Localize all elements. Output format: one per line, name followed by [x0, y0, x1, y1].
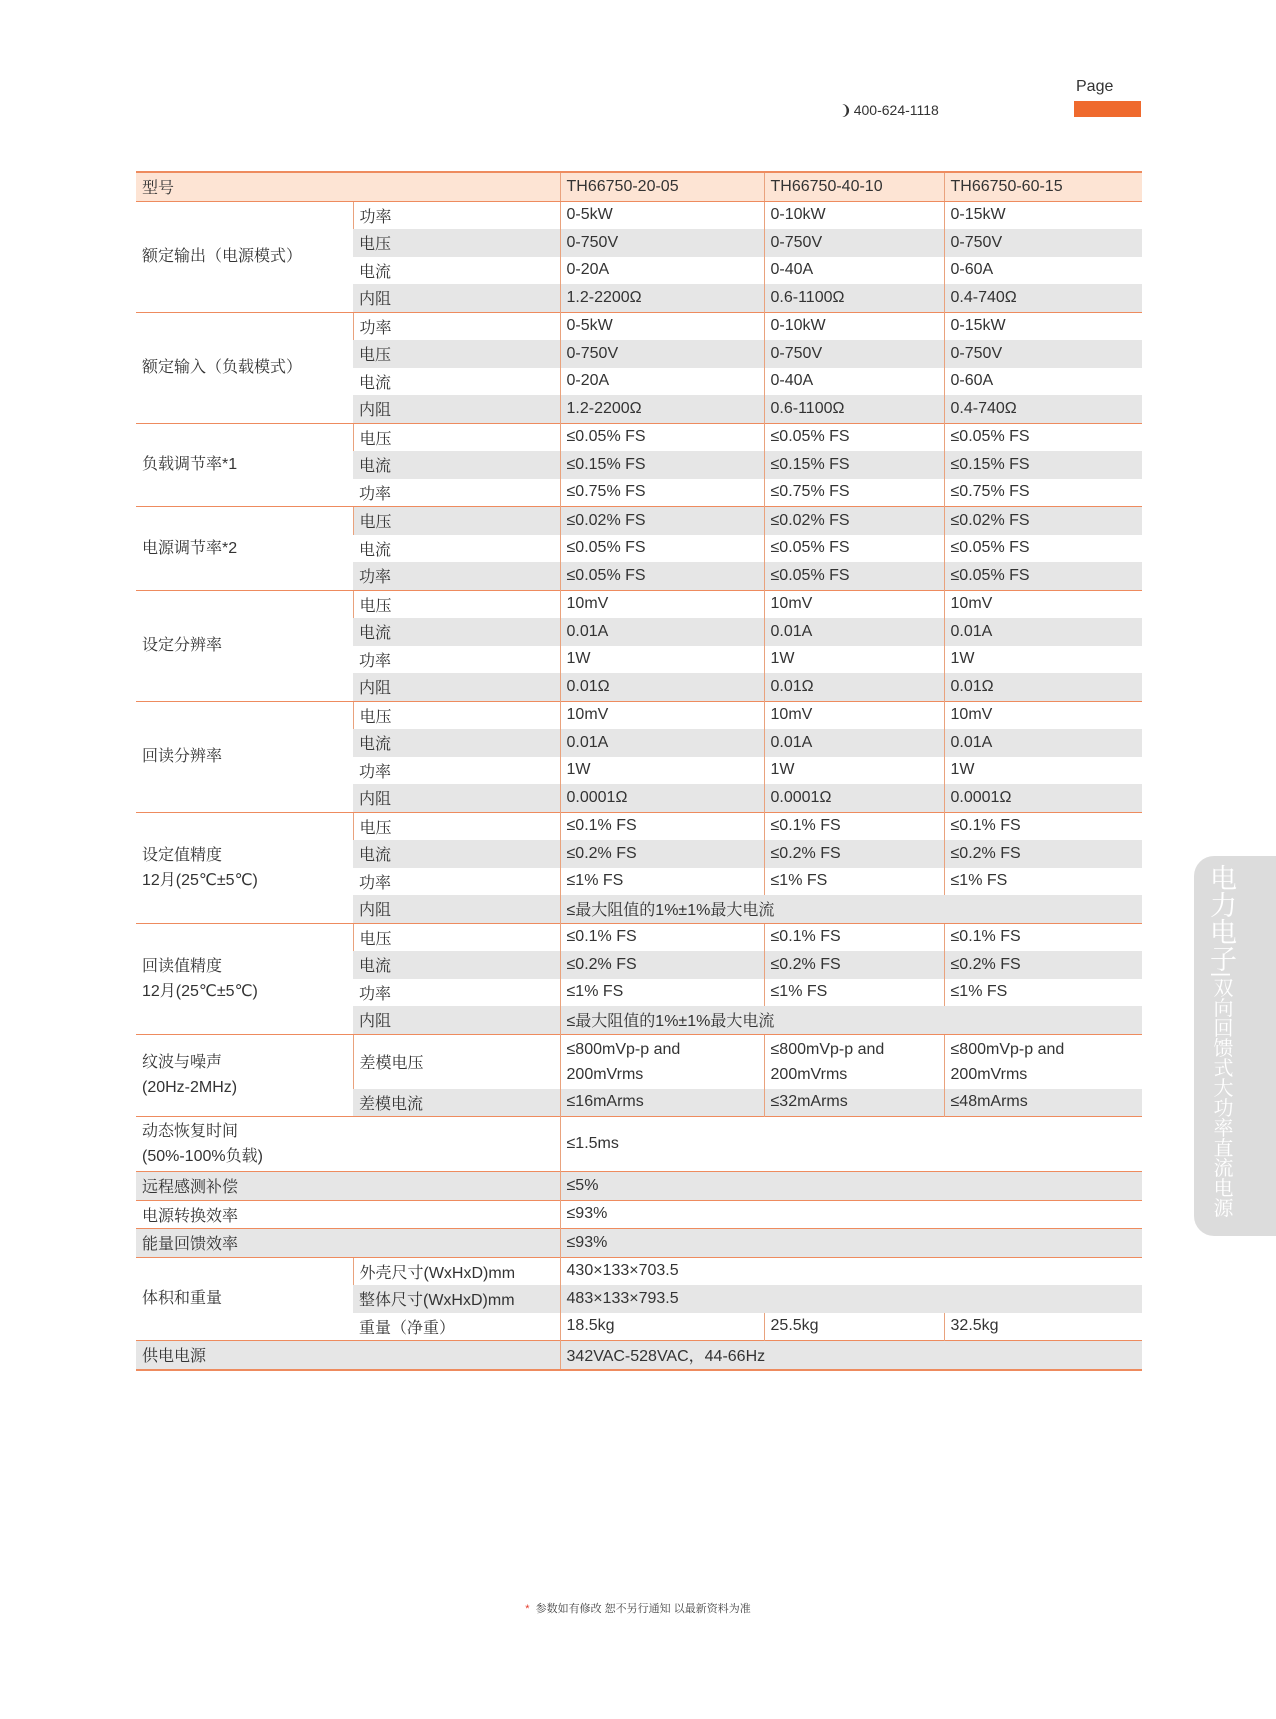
param-label: 外壳尺寸(WxHxD)mm	[353, 1257, 560, 1285]
group-subname: 12月(25℃±5℃)	[142, 871, 258, 889]
value-cell: 10mV	[944, 590, 1142, 618]
value-cell: 0-750V	[560, 340, 764, 368]
param-label: 内阻	[353, 284, 560, 312]
value-cell: 18.5kg	[560, 1313, 764, 1341]
item-label	[136, 1117, 560, 1172]
value-span: ≤93%	[560, 1200, 1142, 1229]
phone-text: 400-624-1118	[853, 102, 939, 118]
item-name: 能量回馈效率	[142, 1236, 239, 1254]
value-cell: ≤1% FS	[560, 868, 764, 896]
page-accent-bar	[1074, 101, 1141, 117]
table-row	[136, 201, 1142, 229]
value-cell: 0.6-1100Ω	[764, 284, 944, 312]
model-col-3: TH66750-60-15	[944, 172, 1142, 201]
item-label	[136, 1172, 560, 1201]
value-cell: 0-60A	[944, 257, 1142, 285]
value-span: ≤1.5ms	[560, 1117, 1142, 1172]
param-label: 电流	[353, 840, 560, 868]
param-label: 差模电流	[353, 1089, 560, 1117]
value-cell: 0-20A	[560, 257, 764, 285]
value-cell: 0-40A	[764, 257, 944, 285]
item-name: 远程感测补偿	[142, 1179, 239, 1197]
group-label	[136, 923, 353, 1034]
value-cell: 1.2-2200Ω	[560, 395, 764, 423]
table-row	[136, 812, 1142, 840]
value-cell: ≤0.75% FS	[764, 479, 944, 507]
value-cell: ≤1% FS	[560, 979, 764, 1007]
param-label: 功率	[359, 763, 392, 781]
value-cell	[944, 1034, 1142, 1089]
group-subname: 12月(25℃±5℃)	[142, 982, 258, 1000]
model-label: 型号	[136, 172, 560, 201]
value-cell: 25.5kg	[764, 1313, 944, 1341]
group-label	[136, 701, 353, 812]
group-label	[136, 1257, 353, 1341]
value-cell: 0.01Ω	[944, 673, 1142, 701]
value-cell: ≤1% FS	[944, 979, 1142, 1007]
value-cell: ≤0.1% FS	[560, 923, 764, 951]
param-label: 电压	[353, 701, 560, 729]
table-row	[136, 590, 1142, 618]
table-row	[136, 1117, 1142, 1172]
group-label	[136, 201, 353, 312]
value-cell: ≤0.1% FS	[764, 812, 944, 840]
value-cell: ≤0.1% FS	[560, 812, 764, 840]
value-cell: 0-750V	[944, 340, 1142, 368]
group-name: 纹波与噪声	[142, 1054, 223, 1072]
value-cell	[764, 1034, 944, 1089]
table-row	[136, 1172, 1142, 1201]
value-cell: 0.4-740Ω	[944, 284, 1142, 312]
value-cell: ≤0.15% FS	[944, 451, 1142, 479]
value-cell: 0-60A	[944, 368, 1142, 396]
item-label: 供电电源	[136, 1341, 560, 1370]
group-label	[136, 312, 353, 423]
group-label	[136, 1034, 353, 1117]
table-row	[136, 1229, 1142, 1258]
group-name: 体积和重量	[142, 1290, 223, 1308]
group-name: 设定分辨率	[142, 637, 223, 654]
param-label: 电压	[353, 340, 560, 368]
param-label: 内阻	[353, 784, 560, 812]
model-col-1: TH66750-20-05	[560, 172, 764, 201]
param-label: 功率	[359, 485, 392, 503]
value-span: ≤93%	[560, 1229, 1142, 1258]
param-label: 电压	[353, 923, 560, 951]
value-line-2: 200mVrms	[566, 1065, 644, 1083]
param-label: 电流	[353, 618, 560, 646]
phone-number	[840, 102, 939, 119]
header-row	[136, 172, 1142, 201]
value-cell: 0.01A	[560, 618, 764, 646]
value-line-1: ≤800mVp-p and	[950, 1040, 1065, 1058]
value-cell: ≤1% FS	[944, 868, 1142, 896]
param-label: 差模电压	[353, 1034, 560, 1089]
value-cell: 10mV	[560, 701, 764, 729]
param-label: 电流	[353, 451, 560, 479]
value-cell: 0.4-740Ω	[944, 395, 1142, 423]
footnote-text: 参数如有修改 恕不另行通知 以最新资料为准	[535, 1603, 751, 1615]
side-tab-sub: 双向回馈式大功率直流电源	[1210, 977, 1232, 1218]
group-name: 电源调节率*2	[142, 539, 238, 557]
param-label: 功率	[359, 874, 392, 892]
value-cell: ≤0.2% FS	[944, 840, 1142, 868]
value-cell: 1W	[944, 757, 1142, 785]
table-row	[136, 423, 1142, 451]
param-label: 电流	[359, 263, 392, 281]
group-name: 额定输入（负载模式）	[142, 359, 303, 376]
value-cell: 0-10kW	[764, 201, 944, 229]
group-label	[136, 812, 353, 923]
value-cell: 32.5kg	[944, 1313, 1142, 1341]
value-cell: 0.0001Ω	[560, 784, 764, 812]
table-row	[136, 312, 1142, 340]
value-cell: ≤0.15% FS	[560, 451, 764, 479]
value-line-2: 200mVrms	[770, 1065, 848, 1083]
value-cell: ≤0.05% FS	[764, 423, 944, 451]
param-label: 电流	[359, 374, 392, 392]
table-row	[136, 507, 1142, 535]
value-cell: 0.01Ω	[560, 673, 764, 701]
value-line-1: ≤800mVp-p and	[770, 1040, 885, 1058]
value-cell: 0-15kW	[944, 201, 1142, 229]
value-cell: 0-15kW	[944, 312, 1142, 340]
side-tab-sep: |	[1210, 972, 1232, 978]
asterisk-icon: *	[525, 1603, 530, 1615]
value-cell: 0.01A	[944, 618, 1142, 646]
value-cell: ≤32mArms	[764, 1089, 944, 1117]
value-cell: 0-20A	[560, 368, 764, 396]
value-cell: ≤0.15% FS	[764, 451, 944, 479]
value-cell: ≤0.2% FS	[764, 951, 944, 979]
param-label: 功率	[359, 652, 392, 670]
value-cell: 0.01A	[560, 729, 764, 757]
value-cell: ≤0.05% FS	[944, 562, 1142, 590]
value-span: ≤最大阻值的1%±1%最大电流	[560, 1006, 1142, 1034]
param-label: 内阻	[353, 395, 560, 423]
param-label: 功率	[353, 201, 560, 229]
item-name: 电源转换效率	[142, 1207, 239, 1225]
value-span: 430×133×703.5	[560, 1257, 1142, 1285]
group-name: 负载调节率*1	[142, 456, 238, 474]
table-row	[136, 1257, 1142, 1285]
value-cell: ≤0.05% FS	[560, 423, 764, 451]
side-tab-text	[1204, 864, 1238, 1217]
footnote	[0, 1600, 1276, 1616]
value-cell: 0.0001Ω	[944, 784, 1142, 812]
spec-table	[136, 171, 1142, 1371]
value-cell: 0-750V	[944, 229, 1142, 257]
table-row	[136, 701, 1142, 729]
value-span: ≤5%	[560, 1172, 1142, 1201]
value-cell: ≤16mArms	[560, 1089, 764, 1117]
value-cell: 0-40A	[764, 368, 944, 396]
value-cell: ≤0.2% FS	[560, 840, 764, 868]
value-cell: 0-750V	[560, 229, 764, 257]
value-cell: ≤1% FS	[764, 979, 944, 1007]
value-cell: 1W	[560, 757, 764, 785]
table-row	[136, 923, 1142, 951]
param-label: 电压	[353, 812, 560, 840]
param-label: 电流	[359, 541, 392, 559]
param-label: 内阻	[353, 895, 560, 923]
param-label: 内阻	[353, 673, 560, 701]
value-span: 342VAC-528VAC，44-66Hz	[560, 1341, 1142, 1370]
item-label	[136, 1200, 560, 1229]
group-name: 回读值精度	[142, 957, 223, 975]
value-line-2: 200mVrms	[950, 1065, 1028, 1083]
value-cell: ≤0.75% FS	[944, 479, 1142, 507]
group-label	[136, 590, 353, 701]
value-cell: 10mV	[560, 590, 764, 618]
model-col-2: TH66750-40-10	[764, 172, 944, 201]
value-cell: ≤0.2% FS	[560, 951, 764, 979]
value-cell: 1W	[764, 646, 944, 674]
value-cell: 10mV	[764, 590, 944, 618]
value-cell: ≤0.1% FS	[944, 923, 1142, 951]
param-label: 电压	[353, 423, 560, 451]
value-cell: ≤48mArms	[944, 1089, 1142, 1117]
value-cell	[560, 1034, 764, 1089]
param-label: 电流	[353, 729, 560, 757]
value-cell: 0-750V	[764, 340, 944, 368]
value-cell: 1W	[764, 757, 944, 785]
value-cell: ≤0.05% FS	[764, 562, 944, 590]
param-label: 重量（净重）	[359, 1319, 456, 1337]
item-label	[136, 1229, 560, 1258]
value-cell: 0.01A	[764, 729, 944, 757]
group-subname: (20Hz-2MHz)	[142, 1079, 238, 1097]
param-label: 功率	[353, 312, 560, 340]
group-name: 额定输出（电源模式）	[142, 248, 303, 265]
page-label: Page	[1076, 78, 1114, 95]
value-cell: ≤0.05% FS	[764, 535, 944, 563]
value-cell: ≤0.05% FS	[560, 562, 764, 590]
value-cell: ≤0.05% FS	[560, 535, 764, 563]
param-label: 电压	[353, 590, 560, 618]
param-label: 功率	[353, 562, 560, 590]
value-cell: 0-5kW	[560, 312, 764, 340]
group-name: 设定值精度	[142, 846, 223, 864]
value-cell: 1.2-2200Ω	[560, 284, 764, 312]
value-span: 483×133×793.5	[560, 1285, 1142, 1313]
group-label	[136, 507, 353, 591]
item-subname: (50%-100%负载)	[142, 1148, 263, 1165]
value-cell: ≤0.05% FS	[944, 535, 1142, 563]
value-cell: 0.01A	[944, 729, 1142, 757]
value-cell: ≤1% FS	[764, 868, 944, 896]
param-label: 电流	[353, 951, 560, 979]
param-label: 电压	[353, 507, 560, 535]
value-cell: ≤0.05% FS	[944, 423, 1142, 451]
value-cell: ≤0.1% FS	[764, 923, 944, 951]
table-row	[136, 1034, 1142, 1089]
table-row	[136, 1341, 1142, 1370]
table-row	[136, 1200, 1142, 1229]
param-label: 电压	[353, 229, 560, 257]
value-cell: 1W	[944, 646, 1142, 674]
group-name: 回读分辨率	[142, 748, 223, 765]
value-cell: 0.01A	[764, 618, 944, 646]
value-cell: 0.6-1100Ω	[764, 395, 944, 423]
value-cell: 0.0001Ω	[764, 784, 944, 812]
phone-icon: ❩	[840, 102, 852, 118]
param-label: 整体尺寸(WxHxD)mm	[353, 1285, 560, 1313]
value-cell: ≤0.1% FS	[944, 812, 1142, 840]
value-cell: ≤0.02% FS	[560, 507, 764, 535]
value-line-1: ≤800mVp-p and	[566, 1040, 681, 1058]
group-label	[136, 423, 353, 507]
param-label: 功率	[359, 985, 392, 1003]
side-tab-main: 电力电子	[1206, 864, 1236, 972]
value-cell: 10mV	[764, 701, 944, 729]
value-cell: 1W	[560, 646, 764, 674]
value-span: ≤最大阻值的1%±1%最大电流	[560, 895, 1142, 923]
value-cell: 10mV	[944, 701, 1142, 729]
value-cell: 0-5kW	[560, 201, 764, 229]
value-cell: 0-10kW	[764, 312, 944, 340]
item-name: 动态恢复时间	[142, 1123, 239, 1140]
param-label: 内阻	[353, 1006, 560, 1034]
value-cell: ≤0.02% FS	[764, 507, 944, 535]
value-cell: ≤0.02% FS	[944, 507, 1142, 535]
value-cell: 0-750V	[764, 229, 944, 257]
value-cell: 0.01Ω	[764, 673, 944, 701]
value-cell: ≤0.2% FS	[764, 840, 944, 868]
value-cell: ≤0.2% FS	[944, 951, 1142, 979]
value-cell: ≤0.75% FS	[560, 479, 764, 507]
